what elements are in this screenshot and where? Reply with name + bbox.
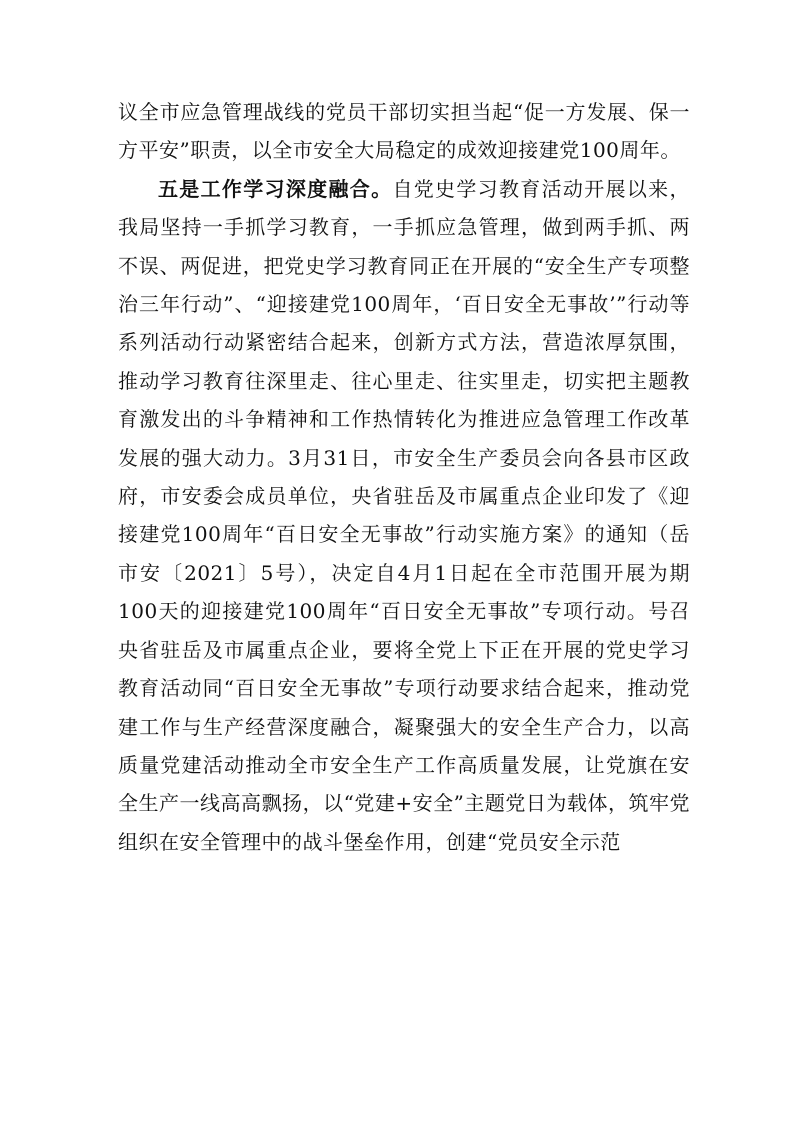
paragraph-1 [118, 93, 690, 170]
paragraph-2-text: 自党史学习教育活动开展以来，我局坚持一手抓学习教育，一手抓应急管理，做到两手抓、两不误、两促进，把党史学习教育同正在开展的“安全生产专项整治三年行动”、“迎接建党100周年，‘百日安全无事故’”行动等系列活动行动紧密结合起来，创新方式方法，营造浓厚氛围，推动学习教育往深里走、往心里走、往实里走，切实把主题教育激发出的斗争精神和工作热情转化为推进应急管理工作改革发展的强大动力。3月31日，市安全生产委员会向各县市区政府，市安委会成员单位，央省驻岳及市属重点企业印发了《迎接建党100周年“百日安全无事故”行动实施方案》的通知（岳市安〔2021〕5号），决定自4月1日起在全市范围开展为期100天的迎接建党100周年“百日安全无事故”专项行动。号召央省驻岳及市属重点企业，要将全党上下正在开展的党史学习教育活动同“百日安全无事故”专项行动要求结合起来，推动党建工作与生产经营深度融合，凝聚强大的安全生产合力，以高质量党建活动推动全市安全生产工作高质量发展，让党旗在安全生产一线高高飘扬，以“党建+安全”主题党日为载体，筑牢党组织在安全管理中的战斗堡垒作用，创建“党员安全示范 [118, 176, 690, 854]
paragraph-1-text: 议全市应急管理战线的党员干部切实担当起“促一方发展、保一方平安”职责，以全市安全大局稳定的成效迎接建党100周年。 [118, 100, 690, 163]
paragraph-2-lead: 五是工作学习深度融合。 [158, 176, 393, 201]
paragraph-2 [118, 170, 690, 861]
body-text [118, 93, 690, 861]
